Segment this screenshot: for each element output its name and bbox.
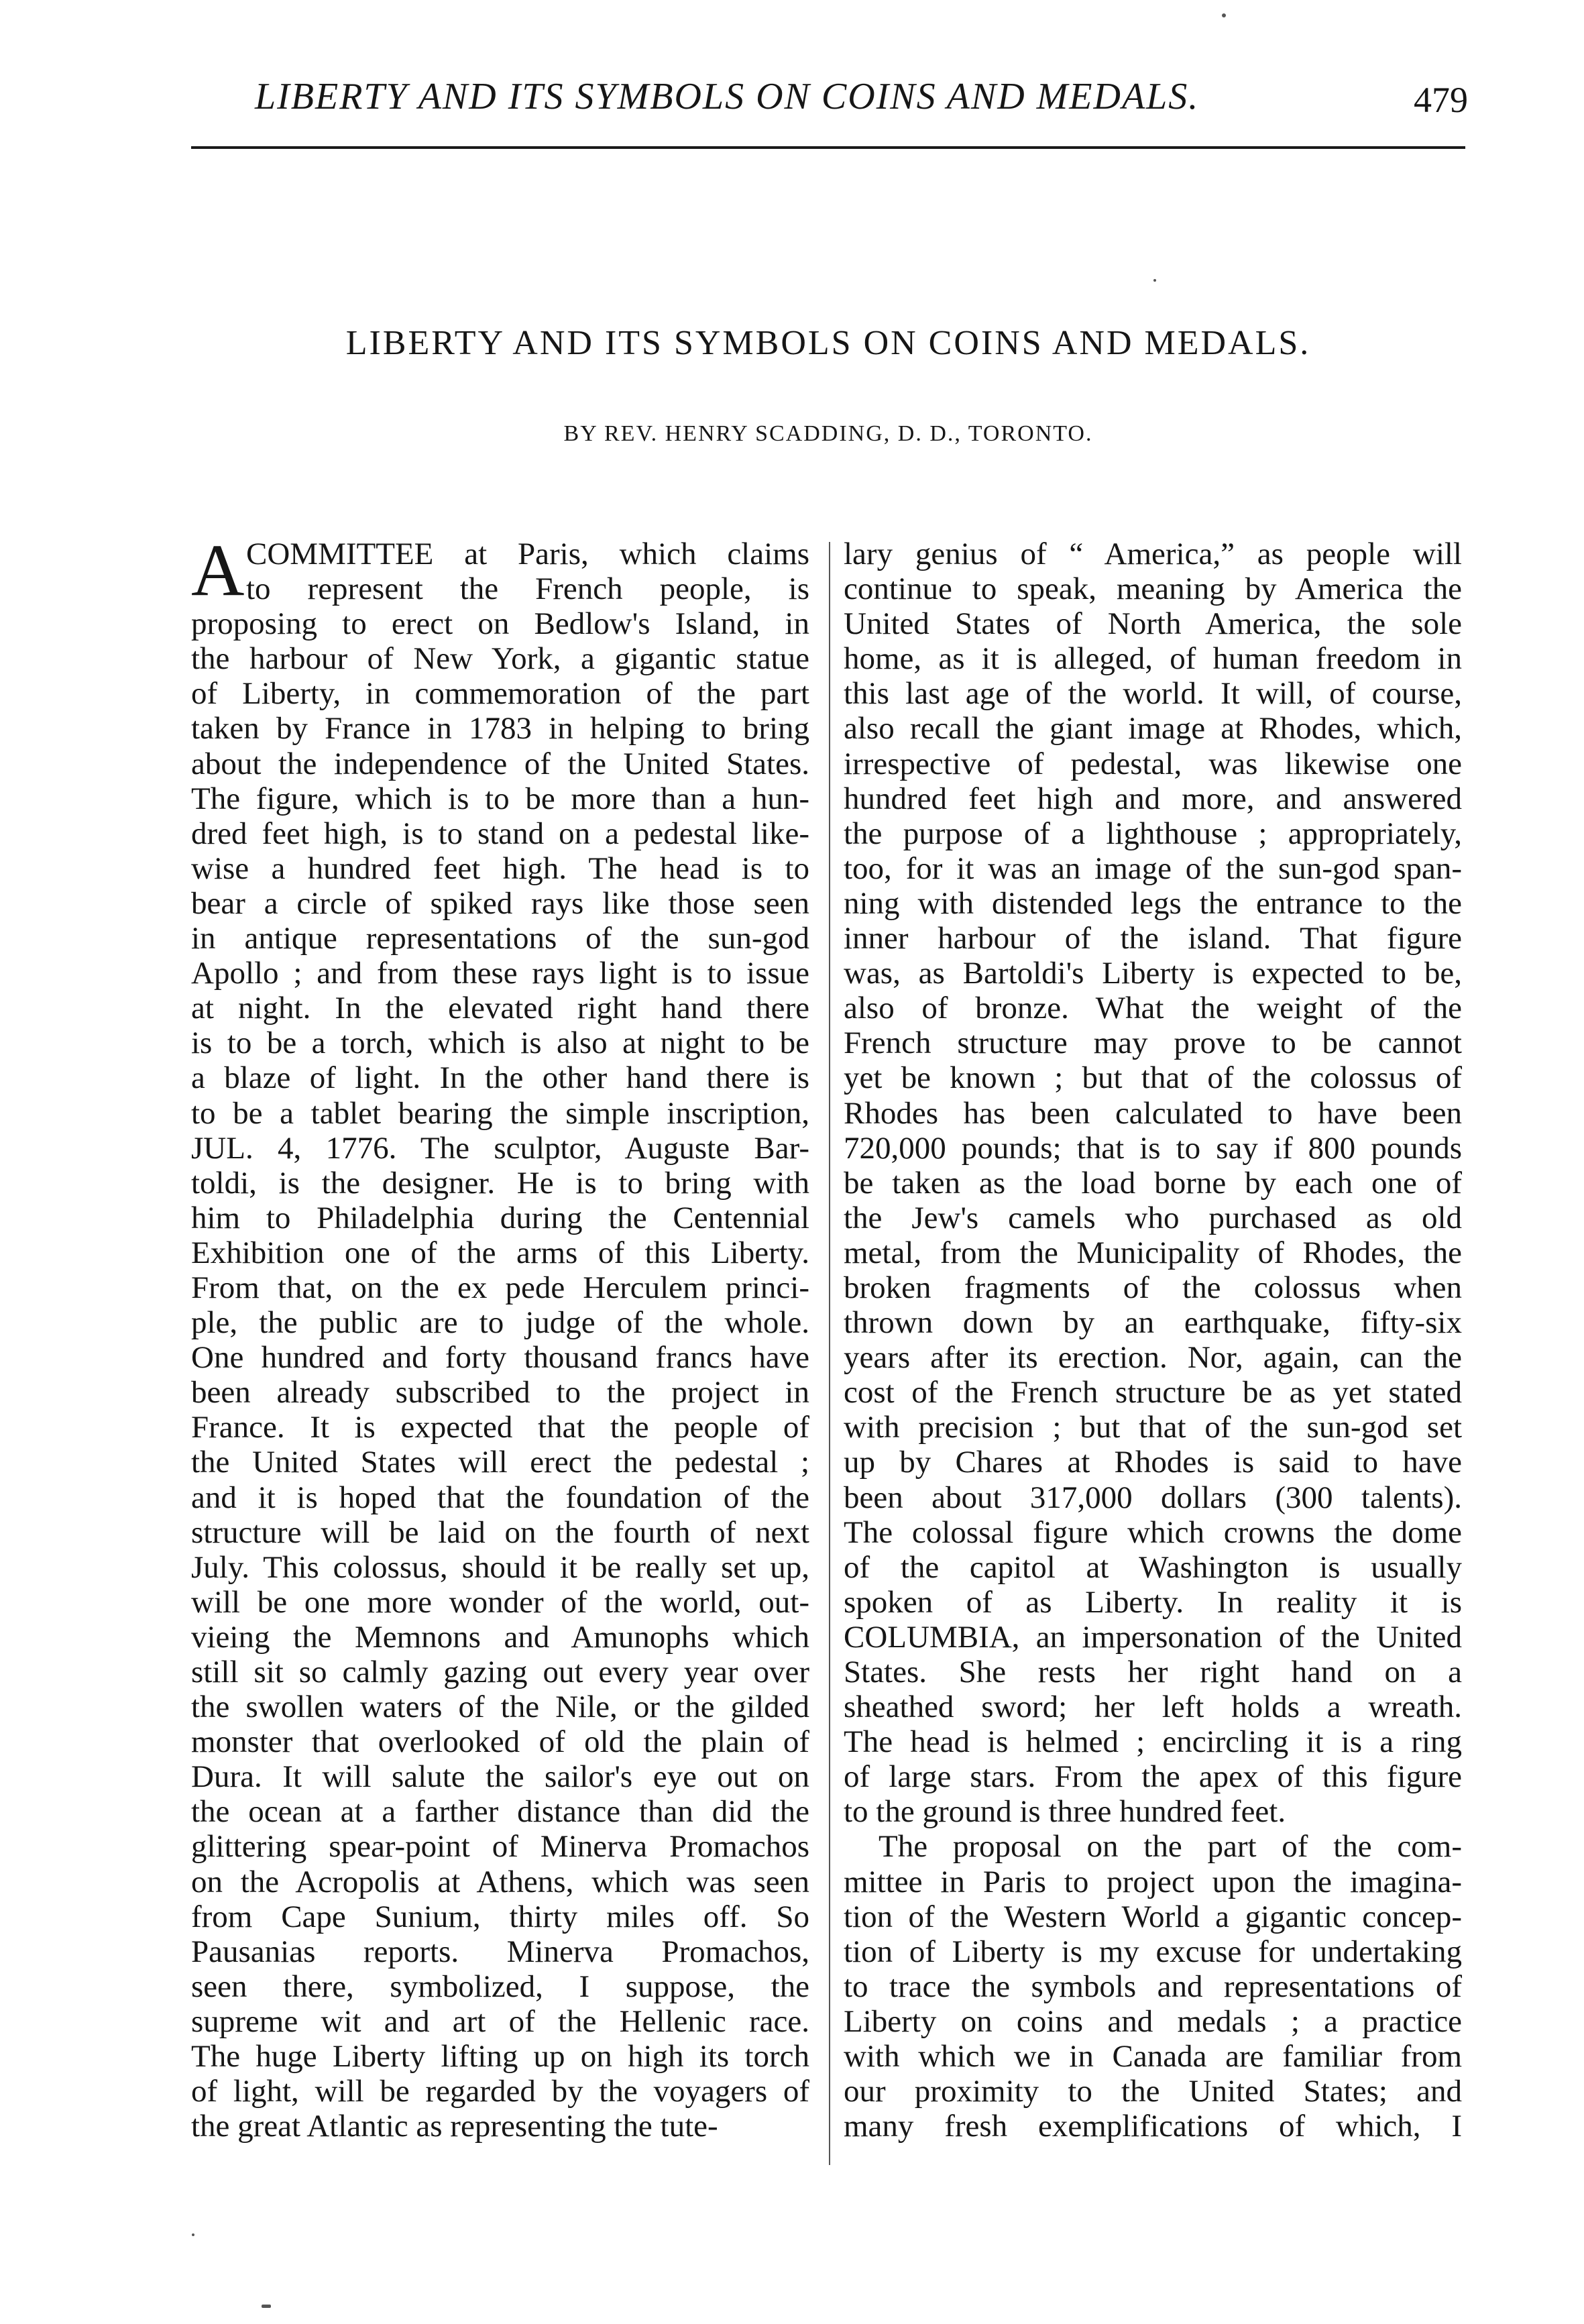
left-line: about the independence of the United States. — [191, 746, 809, 781]
left-line: to be a tablet bearing the simple inscription, — [191, 1095, 809, 1131]
right-line: be taken as the load borne by each one of — [844, 1165, 1462, 1201]
right-line: also of bronze. What the weight of the — [844, 991, 1462, 1026]
left-line: is to be a torch, which is also at night to be — [191, 1026, 809, 1061]
left-line: of Liberty, in commemoration of the part — [191, 676, 809, 712]
left-line: will be one more wonder of the world, out- — [191, 1584, 809, 1620]
right-line: with precision ; but that of the sun-god set — [844, 1410, 1462, 1445]
right-line: this last age of the world. It will, of course, — [844, 676, 1462, 712]
speck — [262, 2305, 271, 2308]
left-line: monster that overlooked of old the plain of — [191, 1724, 809, 1760]
left-line-text: COMMITTEE at Paris, which claims — [246, 537, 809, 571]
left-line: JUL. 4, 1776. The sculptor, Auguste Bar- — [191, 1130, 809, 1166]
column-rule — [829, 542, 830, 2165]
left-line: glittering spear-point of Minerva Promachos — [191, 1829, 809, 1865]
left-line: bear a circle of spiked rays like those seen — [191, 885, 809, 921]
right-line: the purpose of a lighthouse ; appropriately, — [844, 816, 1462, 851]
left-line: toldi, is the designer. He is to bring with — [191, 1165, 809, 1201]
right-line: irrespective of pedestal, was likewise one — [844, 746, 1462, 781]
right-line: with which we in Canada are familiar from — [844, 2039, 1462, 2074]
right-line: also recall the giant image at Rhodes, which, — [844, 711, 1462, 746]
left-line: the swollen waters of the Nile, or the gilded — [191, 1690, 809, 1725]
right-line: cost of the French structure be as yet stated — [844, 1375, 1462, 1410]
left-line: the great Atlantic as representing the tute- — [191, 2109, 718, 2144]
right-line: inner harbour of the island. That figure — [844, 921, 1462, 956]
speck — [1153, 279, 1156, 282]
right-line: broken fragments of the colossus when — [844, 1270, 1462, 1305]
right-line: metal, from the Municipality of Rhodes, the — [844, 1235, 1462, 1270]
speck — [1222, 13, 1226, 17]
article-title: LIBERTY AND ITS SYMBOLS ON COINS AND MEDALS. — [345, 324, 1311, 362]
right-line: tion of Liberty is my excuse for undertaking — [844, 1934, 1462, 1969]
left-line: Exhibition one of the arms of this Liberty. — [191, 1235, 809, 1270]
right-line: too, for it was an image of the sun-god span- — [844, 850, 1462, 886]
right-line: spoken of as Liberty. In reality it is — [844, 1584, 1462, 1620]
left-line: seen there, symbolized, I suppose, the — [191, 1969, 809, 2004]
left-line: proposing to erect on Bedlow's Island, in — [191, 606, 809, 642]
right-line: continue to speak, meaning by America the — [844, 571, 1462, 607]
left-line: a blaze of light. In the other hand there is — [191, 1060, 809, 1096]
right-line: to trace the symbols and representations of — [844, 1969, 1462, 2004]
right-line: 720,000 pounds; that is to say if 800 pounds — [844, 1130, 1462, 1166]
left-line: of light, will be regarded by the voyagers of — [191, 2074, 809, 2109]
right-line: tion of the Western World a gigantic concep- — [844, 1899, 1462, 1934]
right-line: of the capitol at Washington is usually — [844, 1549, 1462, 1585]
right-line: sheathed sword; her left holds a wreath. — [844, 1690, 1462, 1725]
left-line: Pausanias reports. Minerva Promachos, — [191, 1934, 809, 1969]
left-line: Dura. It will salute the sailor's eye out on — [191, 1759, 809, 1795]
left-column — [191, 529, 809, 2144]
left-line: on the Acropolis at Athens, which was seen — [191, 1864, 809, 1899]
right-line: mittee in Paris to project upon the imagina- — [844, 1864, 1462, 1899]
left-line: The huge Liberty lifting up on high its torch — [191, 2039, 809, 2074]
right-line: Liberty on coins and medals ; a practice — [844, 2003, 1462, 2039]
right-line: The colossal figure which crowns the dome — [844, 1514, 1462, 1550]
right-line: years after its erection. Nor, again, can the — [844, 1340, 1462, 1376]
right-line: home, as it is alleged, of human freedom in — [844, 641, 1462, 677]
right-line: the Jew's camels who purchased as old — [844, 1200, 1462, 1235]
left-line: dred feet high, is to stand on a pedestal like- — [191, 816, 809, 851]
left-line: wise a hundred feet high. The head is to — [191, 850, 809, 886]
right-line: ning with distended legs the entrance to the — [844, 885, 1462, 921]
right-line: lary genius of “ America,” as people will — [844, 537, 1462, 571]
left-line: the United States will erect the pedestal ; — [191, 1445, 809, 1480]
drop-cap: A — [191, 529, 245, 611]
right-line: The proposal on the part of the com- — [879, 1829, 1462, 1865]
right-line: thrown down by an earthquake, fifty-six — [844, 1305, 1462, 1341]
speck — [192, 2233, 194, 2236]
left-line: One hundred and forty thousand francs have — [191, 1340, 809, 1376]
left-line: the harbour of New York, a gigantic statue — [191, 641, 809, 677]
left-line: been already subscribed to the project in — [191, 1375, 809, 1410]
left-line: and it is hoped that the foundation of the — [191, 1480, 809, 1515]
right-line: States. She rests her right hand on a — [844, 1655, 1462, 1690]
right-line: hundred feet high and more, and answered — [844, 781, 1462, 816]
right-column — [844, 537, 1462, 2144]
left-line: in antique representations of the sun-god — [191, 921, 809, 956]
left-line: taken by France in 1783 in helping to bring — [191, 711, 809, 746]
left-line: the ocean at a farther distance than did the — [191, 1794, 809, 1830]
left-line: July. This colossus, should it be really set up, — [191, 1549, 809, 1585]
left-line: Apollo ; and from these rays light is to issue — [191, 956, 809, 991]
right-line: of large stars. From the apex of this figure — [844, 1759, 1462, 1795]
right-line: many fresh exemplifications of which, I — [844, 2109, 1462, 2144]
left-line: vieing the Memnons and Amunophs which — [191, 1619, 809, 1655]
left-line: The figure, which is to be more than a hun- — [191, 781, 809, 816]
left-line: ple, the public are to judge of the whole. — [191, 1305, 809, 1341]
left-line: still sit so calmly gazing out every year over — [191, 1655, 809, 1690]
right-line: The head is helmed ; encircling it is a ring — [844, 1724, 1462, 1760]
left-line: to represent the French people, is — [246, 571, 809, 607]
header-rule — [191, 146, 1465, 149]
right-line: COLUMBIA, an impersonation of the United — [844, 1619, 1462, 1655]
left-line: from Cape Sunium, thirty miles off. So — [191, 1899, 809, 1934]
right-line: United States of North America, the sole — [844, 606, 1462, 642]
left-line: him to Philadelphia during the Centennial — [191, 1200, 809, 1235]
left-line: France. It is expected that the people of — [191, 1410, 809, 1445]
left-line: From that, on the ex pede Herculem princi- — [191, 1270, 809, 1305]
page-number: 479 — [1414, 80, 1468, 120]
right-line: up by Chares at Rhodes is said to have — [844, 1445, 1462, 1480]
right-line: our proximity to the United States; and — [844, 2074, 1462, 2109]
left-line: supreme wit and art of the Hellenic race. — [191, 2003, 809, 2039]
right-line: been about 317,000 dollars (300 talents). — [844, 1480, 1462, 1515]
left-line: at night. In the elevated right hand there — [191, 991, 809, 1026]
left-line: structure will be laid on the fourth of next — [191, 1514, 809, 1550]
right-line: was, as Bartoldi's Liberty is expected to be, — [844, 956, 1462, 991]
right-line: yet be known ; but that of the colossus of — [844, 1060, 1462, 1096]
running-head: LIBERTY AND ITS SYMBOLS ON COINS AND MEDALS. — [255, 76, 1200, 117]
right-line: to the ground is three hundred feet. — [844, 1794, 1286, 1830]
right-line: French structure may prove to be cannot — [844, 1026, 1462, 1061]
byline: BY REV. HENRY SCADDING, D. D., TORONTO. — [563, 421, 1093, 446]
right-line: Rhodes has been calculated to have been — [844, 1095, 1462, 1131]
